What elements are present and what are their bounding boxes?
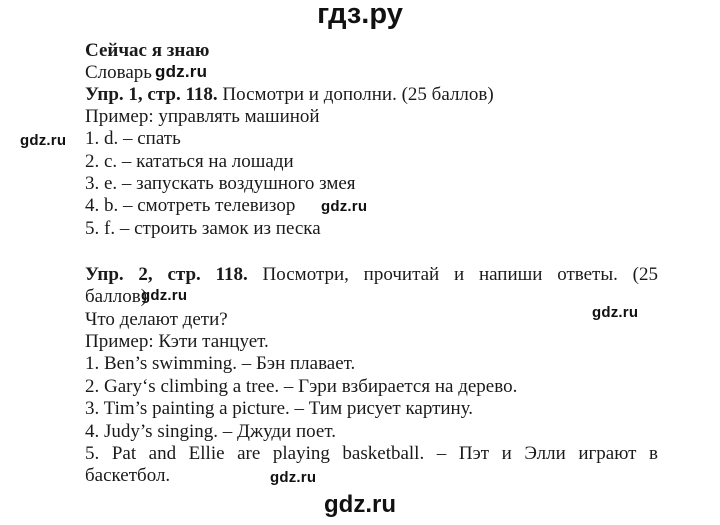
exercise-1-example: Пример: управлять машиной xyxy=(85,106,320,127)
watermark-gdz-bottom: gdz.ru xyxy=(270,469,317,486)
exercise-2-example: Пример: Кэти танцует. xyxy=(85,331,269,352)
watermark-gdz-vocabulary: gdz.ru xyxy=(155,62,208,81)
exercise-2-heading xyxy=(85,263,658,286)
exercise-2-ref: Упр. 2, стр. 118. xyxy=(85,264,248,285)
exercise-2-task-line2: баллов) xyxy=(85,286,148,307)
exercise-2-item-4: 4. Judy’s singing. – Джуди поет. xyxy=(85,421,336,442)
exercise-2-task-line1: Посмотри, прочитай и напиши ответы. (25 xyxy=(262,264,658,285)
exercise-1-item-2: 2. c. – кататься на лошади xyxy=(85,151,294,172)
exercise-1-task: Посмотри и дополни. (25 баллов) xyxy=(222,84,494,105)
exercise-1-ref: Упр. 1, стр. 118. xyxy=(85,84,218,105)
exercise-1-item-5: 5. f. – строить замок из песка xyxy=(85,218,321,239)
exercise-1-heading xyxy=(85,83,494,106)
site-header: гдз.ру xyxy=(317,0,403,30)
exercise-2-item-5-line2: баскетбол. xyxy=(85,465,171,486)
watermark-gdz-right: gdz.ru xyxy=(592,304,639,321)
watermark-gdz-item4: gdz.ru xyxy=(321,198,368,215)
watermark-gdz-left: gdz.ru xyxy=(20,132,67,149)
section-title: Сейчас я знаю xyxy=(85,40,210,61)
exercise-1-item-3: 3. e. – запускать воздушного змея xyxy=(85,173,356,194)
exercise-2-question: Что делают дети? xyxy=(85,309,228,330)
site-footer: gdz.ru xyxy=(324,491,396,518)
exercise-2-item-2: 2. Gary‘s climbing a tree. – Гэри взбирается на дерево. xyxy=(85,376,518,397)
exercise-2-item-1: 1. Ben’s swimming. – Бэн плавает. xyxy=(85,353,356,374)
exercise-1-item-4: 4. b. – смотреть телевизор xyxy=(85,195,296,216)
exercise-2-item-5-line1: 5. Pat and Ellie are playing basketball. – Пэт и Элли играют в xyxy=(85,443,658,464)
exercise-2-item-3: 3. Tim’s painting a picture. – Тим рисует картину. xyxy=(85,398,474,419)
vocabulary-label: Словарь xyxy=(85,62,152,83)
exercise-1-item-1: 1. d. – спать xyxy=(85,128,181,149)
watermark-gdz-ex2: gdz.ru xyxy=(141,287,188,304)
